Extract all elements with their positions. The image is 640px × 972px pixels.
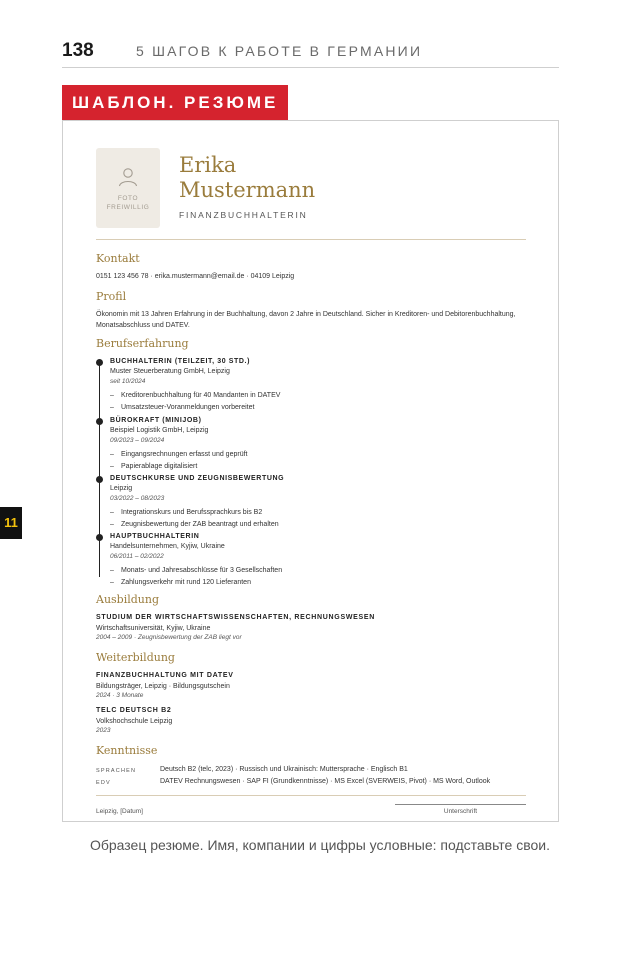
- person-icon: [117, 166, 139, 188]
- experience-role: HAUPTBUCHHALTERIN: [110, 533, 200, 540]
- timeline-dot: [96, 418, 103, 425]
- experience-dates: 03/2022 – 08/2023: [110, 495, 165, 502]
- experience-item: [110, 357, 520, 413]
- skills-key: SPRACHEN: [96, 768, 137, 774]
- experience-bullet: – Monats- und Jahresabschlüsse für 3 Gesellschaften: [110, 565, 520, 577]
- resume-card: [62, 120, 559, 822]
- training-name: TELC DEUTSCH B2: [96, 707, 172, 714]
- experience-bullet: – Eingangsrechnungen erfasst und geprüft: [110, 449, 520, 461]
- education-school: Wirtschaftsuniversität, Kyjiw, Ukraine: [96, 625, 211, 632]
- education-dates: 2004 – 2009 · Zeugnisbewertung der ZAB liegt vor: [96, 634, 242, 641]
- signature-label: Unterschrift: [443, 808, 478, 815]
- experience-bullet: – Kreditorenbuchhaltung für 40 Mandanten in DATEV: [110, 390, 520, 402]
- training-org: Bildungsträger, Leipzig · Bildungsgutschein: [96, 683, 230, 690]
- training-name: FINANZBUCHHALTUNG MIT DATEV: [96, 672, 234, 679]
- experience-bullet: – Umsatzsteuer-Voranmeldungen vorbereitet: [110, 402, 520, 414]
- signature-line: [395, 804, 526, 805]
- skills-value: Deutsch B2 (telc, 2023) · Russisch und Ukrainisch: Muttersprache · Englisch B1: [160, 766, 408, 773]
- chapter-tab: 11: [0, 507, 22, 539]
- photo-placeholder: [96, 148, 160, 228]
- experience-item: [110, 532, 520, 588]
- timeline-dot: [96, 534, 103, 541]
- figure-caption: Образец резюме. Имя, компании и цифры условные: подставьте свои.: [89, 837, 551, 853]
- photo-label-line2: FREIWILLIG: [106, 204, 150, 211]
- skills-value: DATEV Rechnungswesen · SAP FI (Grundkenntnisse) · MS Excel (SVERWEIS, Pivot) · MS Word, Outlook: [160, 778, 491, 785]
- timeline-dot: [96, 476, 103, 483]
- experience-item: [110, 416, 520, 472]
- experience-org: Handelsunternehmen, Kyjiw, Ukraine: [110, 543, 225, 550]
- experience-bullet: – Zahlungsverkehr mit rund 120 Lieferanten: [110, 577, 520, 589]
- experience-dates: 09/2023 – 09/2024: [110, 437, 165, 444]
- first-name: Erika: [179, 153, 237, 177]
- section-title-profil: Profil: [96, 290, 127, 303]
- job-title: FINANZBUCHHALTERIN: [179, 210, 308, 220]
- experience-role: BÜROKRAFT (MINIJOB): [110, 417, 202, 424]
- experience-bullet: – Zeugnisbewertung der ZAB beantragt und erhalten: [110, 519, 520, 531]
- experience-dates: seit 10/2024: [110, 378, 146, 385]
- experience-bullet: – Papierablage digitalisiert: [110, 461, 520, 473]
- contact-line: 0151 123 456 78 · erika.mustermann@email.de · 04109 Leipzig: [96, 273, 295, 280]
- education-degree: STUDIUM DER WIRTSCHAFTSWISSENSCHAFTEN, RECHNUNGSWESEN: [96, 614, 375, 621]
- training-org: Volkshochschule Leipzig: [96, 718, 173, 725]
- header-divider: [96, 239, 526, 240]
- experience-org: Leipzig: [110, 485, 133, 492]
- last-name: Mustermann: [179, 178, 316, 202]
- section-title-weiterbildung: Weiterbildung: [96, 651, 175, 664]
- place-date: Leipzig, [Datum]: [96, 808, 143, 815]
- candidate-name: [179, 153, 315, 203]
- section-title-ausbildung: Ausbildung: [96, 593, 160, 606]
- experience-org: Beispiel Logistik GmbH, Leipzig: [110, 427, 209, 434]
- skills-key: EDV: [96, 780, 111, 786]
- training-dates: 2023: [96, 727, 111, 734]
- profile-text: Ökonomin mit 13 Jahren Erfahrung in der Buchhaltung, davon 2 Jahre in Deutschland. Sicher in Kreditoren- und Debitorenbuchhaltung, Monatsabschluss und DATEV.: [96, 311, 516, 329]
- timeline-line: [99, 361, 100, 577]
- timeline-dot: [96, 359, 103, 366]
- section-title-kenntnisse: Kenntnisse: [96, 744, 158, 757]
- experience-role: DEUTSCHKURSE UND ZEUGNISBEWERTUNG: [110, 475, 285, 482]
- page-number: 138: [62, 40, 94, 61]
- experience-bullet: – Integrationskurs und Berufssprachkurs bis B2: [110, 507, 520, 519]
- experience-item: [110, 474, 520, 530]
- experience-role: BUCHHALTERIN (TEILZEIT, 30 STD.): [110, 358, 251, 365]
- page-header: [62, 38, 559, 68]
- section-title-berufserfahrung: Berufserfahrung: [96, 337, 189, 350]
- running-title: 5 ШАГОВ К РАБОТЕ В ГЕРМАНИИ: [136, 43, 423, 59]
- experience-org: Muster Steuerberatung GmbH, Leipzig: [110, 368, 230, 375]
- footer-divider: [96, 795, 526, 796]
- experience-dates: 06/2011 – 02/2022: [110, 553, 164, 560]
- section-title-kontakt: Kontakt: [96, 252, 140, 265]
- training-dates: 2024 · 3 Monate: [96, 692, 144, 699]
- photo-label-line1: FOTO: [117, 195, 139, 202]
- photo-label: [96, 194, 160, 212]
- section-banner: ШАБЛОН. РЕЗЮМЕ: [62, 85, 288, 120]
